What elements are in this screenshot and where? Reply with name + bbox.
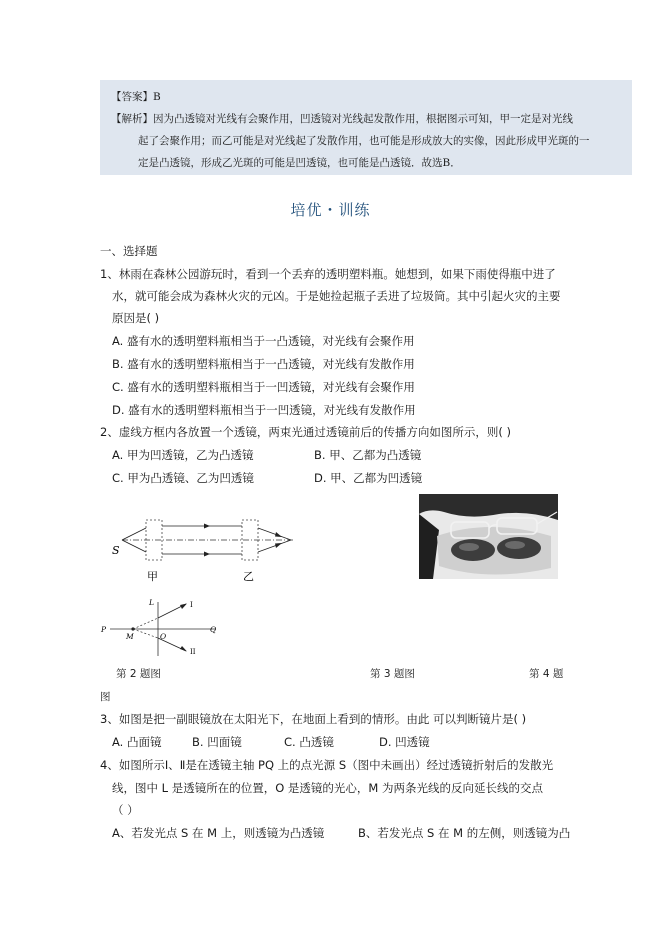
q4-line-1: 4、如图所示Ⅰ、Ⅱ是在透镜主轴 PQ 上的点光源 S（图中未画出）经过透镜折射后的发散光 [100,758,554,772]
answer-analysis-box [100,80,632,175]
caption-figure-4: 第 4 题 [529,668,564,680]
q2-option-d: D. 甲、乙都为凹透镜 [314,471,423,485]
analysis-line-3: 定是凸透镜，形成乙光斑的可能是凹透镜，也可能是凸透镜．故选B． [138,157,461,169]
q3-option-a: A. 凸面镜 [112,735,162,749]
q4-line-2: 线，图中 L 是透镜所在的位置，O 是透镜的光心，M 为两条光线的反向延长线的交点 [112,781,543,795]
label-s: S [112,544,120,557]
q1-line-1: 1、林雨在森林公园游玩时，看到一个丢弃的透明塑料瓶。她想到，如果下雨使得瓶中进了 [100,267,556,281]
q2-option-a: A. 甲为凹透镜，乙为凸透镜 [112,448,254,462]
analysis-line-1: 【解析】因为凸透镜对光线有会聚作用，凹透镜对光线起发散作用，根据图示可知，甲一定是对光线 [111,113,573,125]
label-o: O [160,632,167,641]
q3-option-d: D. 凹透镜 [379,735,430,749]
label-p: P [101,625,107,634]
q4-line-3: （ ） [112,803,139,817]
caption-figure-3: 第 3 题图 [370,668,415,680]
analysis-line-2: 起了会聚作用；而乙可能是对光线起了发散作用，也可能是形成放大的实像，因此形成甲光斑的一 [138,135,590,147]
q2-option-c: C. 甲为凸透镜、乙为凹透镜 [112,471,254,485]
label-jia: 甲 [147,570,158,583]
q2-option-b: B. 甲、乙都为凸透镜 [314,448,422,462]
answer-line: 【答案】B [111,91,161,103]
q4-option-b: B、若发光点 S 在 M 的左侧，则透镜为凸 [358,826,571,840]
lens-diagram [108,506,303,588]
label-q: Q [210,625,217,634]
axis-ray-diagram [100,596,230,660]
q1-option-c: C. 盛有水的透明塑料瓶相当于一凹透镜，对光线有会聚作用 [112,380,415,394]
part-heading: 一、选择题 [100,244,158,258]
label-l: L [149,598,154,607]
glasses-photo [419,494,558,579]
q3-option-c: C. 凸透镜 [284,735,334,749]
q3-line-1: 3、如图是把一副眼镜放在太阳光下，在地面上看到的情形。由此 可以判断镜片是( ) [100,712,527,726]
q2-line-1: 2、虚线方框内各放置一个透镜，两束光通过透镜前后的传播方向如图所示，则( ) [100,425,511,439]
label-ii: II [190,648,196,656]
q1-option-a: A. 盛有水的透明塑料瓶相当于一凸透镜，对光线有会聚作用 [112,334,415,348]
label-yi: 乙 [243,570,254,583]
label-m: M [126,632,134,641]
label-i: I [190,601,193,609]
q1-option-b: B. 盛有水的透明塑料瓶相当于一凸透镜，对光线有发散作用 [112,357,415,371]
q1-option-d: D. 盛有水的透明塑料瓶相当于一凹透镜，对光线有发散作用 [112,403,416,417]
caption-figure-2: 第 2 题图 [116,668,161,680]
caption-figure-4-wrap: 图 [100,691,111,703]
q1-line-3: 原因是( ) [112,311,160,325]
q1-line-2: 水，就可能会成为森林火灾的元凶。于是她捡起瓶子丢进了垃圾筒。其中引起火灾的主要 [112,289,561,303]
q3-option-b: B. 凹面镜 [192,735,242,749]
q4-option-a: A、若发光点 S 在 M 上，则透镜为凸透镜 [112,826,325,840]
section-title: 培优・训练 [290,201,371,219]
